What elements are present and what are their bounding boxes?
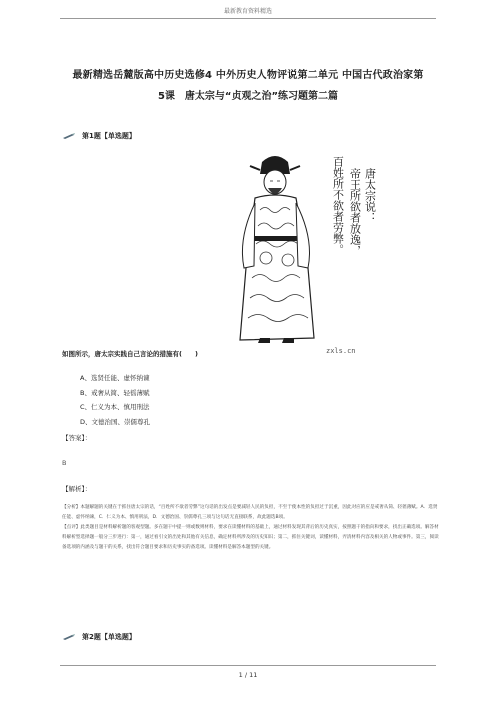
question-1-options bbox=[80, 371, 150, 429]
question-1-heading-text: 第1题【单选题】 bbox=[82, 132, 136, 140]
calligraphy-column-1: 唐太宗说： bbox=[363, 168, 377, 223]
page-header: 最新教育资料精选 bbox=[223, 8, 272, 15]
document-title-line1: 最新精选岳麓版高中历史选修4 中外历史人物评说第二单元 中国古代政治家第 bbox=[72, 70, 424, 81]
header-divider bbox=[60, 18, 436, 19]
tang-taizong-portrait bbox=[230, 148, 380, 358]
page-number: 1 / 11 bbox=[238, 671, 258, 679]
pen-icon bbox=[62, 633, 76, 641]
explanation-label: 【解析】： bbox=[62, 485, 92, 493]
footer-divider bbox=[60, 665, 436, 666]
comment-paragraph: 【点评】此类题目是材料解析题的客观型题。多在题干中提一则或数则材料，要求在读懂材料的基础上，通过材料发现其背后的历史真实，按照题干的指向和要求，找出正确选项。解答材料解析型选择题一般分三步进行：第一，通过看引文的出处和其他有关信息，确定材料所涉及的历史知识；第二，抓住关键词，读懂材料，弄清材料内容及相关的人物或事件。第三，阅读备选项的内涵及与题干的关系，找出符合题目要求和历史事实的备选项。读懂材料是解答本题型的关键。 bbox=[62, 525, 439, 550]
document-title-line2: 5课 唐太宗与“贞观之治”练习题第二篇 bbox=[157, 91, 339, 102]
option-c[interactable]: C、仁义为本、慎用刑法 bbox=[80, 403, 150, 411]
figure-watermark: zxls.cn bbox=[326, 347, 356, 355]
question-2-heading bbox=[62, 632, 136, 642]
calligraphy-column-3: 百姓所不欲者劳弊。 bbox=[331, 156, 345, 255]
answer-label: 【答案】： bbox=[62, 434, 92, 442]
explanation-body bbox=[62, 503, 440, 553]
option-a[interactable]: A、选贤任能、虚怀纳谏 bbox=[80, 374, 150, 382]
calligraphy-column-2: 帝王所欲者放逸， bbox=[348, 168, 362, 256]
pen-icon bbox=[62, 132, 76, 140]
answer-value: B bbox=[62, 459, 67, 467]
option-b[interactable]: B、戒奢从简、轻徭薄赋 bbox=[80, 388, 150, 397]
option-d[interactable]: D、文德治国、崇儒尊孔 bbox=[80, 417, 151, 426]
question-1-stem: 如图所示，唐太宗实践自己言论的措施有( ) bbox=[62, 350, 198, 358]
question-2-heading-text: 第2题【单选题】 bbox=[82, 633, 136, 641]
question-1-heading bbox=[62, 131, 136, 141]
analysis-paragraph: 【分析】本题解题的关键在于抓住唐太宗的话，“百姓所不欲者劳弊”这句话的出发点是要减轻人民的负担，不至于使本性的负担过于沉重，因此对应的应是戒奢从简、轻徭薄赋。A．选贤任能、虚怀纳谏，C．仁义为本、慎用刑法，D．文德治国、崇儒尊孔三项与这句话无直接联系，故此题选B项。 bbox=[62, 505, 438, 520]
